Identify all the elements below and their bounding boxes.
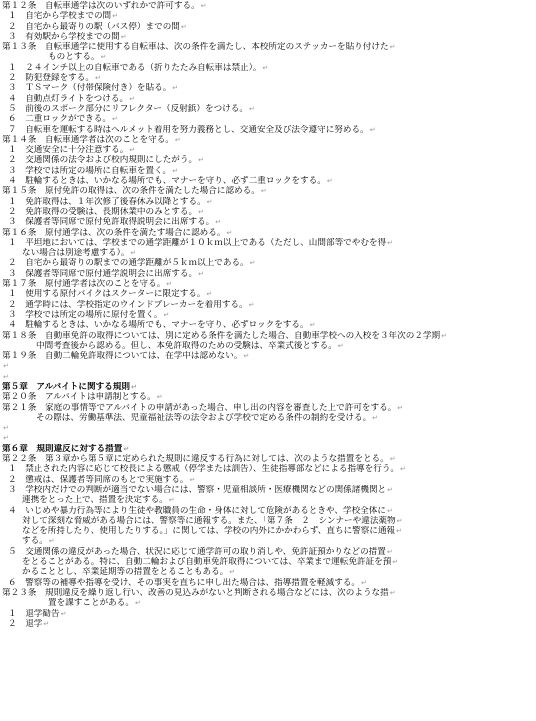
body-line (2, 341, 532, 351)
body-line (2, 567, 532, 577)
paragraph-mark-icon: ↵ (134, 599, 141, 608)
line-text: する。 (22, 536, 48, 547)
blank-line (2, 372, 532, 382)
paragraph-mark-icon: ↵ (248, 104, 255, 113)
body-line (2, 516, 532, 526)
paragraph-mark-icon: ↵ (249, 259, 256, 268)
paragraph-mark-icon: ↵ (387, 485, 394, 494)
line-text: ７ 自転車を運転する時はヘルメット着用を努力義務とし、交通安全及び法令遵守に努める。 (8, 124, 369, 135)
line-text: 第１８条 自動車免許の取得については、別に定める条件を満たした場合、自動車学校への入校を３年次の２学期 (2, 330, 441, 341)
paragraph-mark-icon: ↵ (229, 568, 236, 577)
paragraph-mark-icon: ↵ (123, 444, 130, 453)
line-text: １ 自宅から学校までの間 (8, 11, 112, 22)
body-line (2, 557, 532, 567)
paragraph-mark-icon: ↵ (3, 372, 9, 381)
paragraph-mark-icon: ↵ (166, 280, 173, 289)
paragraph-mark-icon: ↵ (262, 63, 269, 72)
line-text: ５ 前後のスポーク部分にリフレクター（反射鋲）をつける。 (8, 103, 248, 114)
line-text: ものとする。 (48, 52, 100, 63)
paragraph-mark-icon: ↵ (172, 84, 179, 93)
body-line (2, 413, 532, 423)
body-line (2, 598, 532, 608)
article-line (2, 42, 532, 52)
line-text: 第１２条 自転車通学は次のいずれかで許可する。 (2, 1, 200, 11)
body-line (2, 248, 532, 258)
body-line (2, 238, 532, 248)
body-line (2, 32, 532, 42)
body-line (2, 83, 532, 93)
paragraph-mark-icon: ↵ (189, 475, 196, 484)
line-text: ３ 保護者等同席で原付通学説明会に出席する。 (8, 268, 198, 279)
chapter-heading (2, 382, 532, 392)
paragraph-mark-icon: ↵ (168, 496, 175, 505)
line-text: ４ 駐輪するときは、いかなる場所でも、マナーを守り、必ずロックをする。 (8, 320, 309, 331)
line-text: ２ 退学 (8, 618, 43, 629)
paragraph-mark-icon: ↵ (200, 2, 207, 10)
paragraph-mark-icon: ↵ (129, 146, 136, 155)
paragraph-mark-icon: ↵ (326, 177, 333, 186)
paragraph-mark-icon: ↵ (397, 403, 404, 412)
body-line (2, 11, 532, 21)
line-text: ３ 学校では所定の場所に自転車を置く。 (8, 165, 172, 176)
body-line (2, 578, 532, 588)
article-line (2, 351, 532, 361)
line-text: ２ 懲戒は、保護者等同席のもとで実施する。 (8, 474, 189, 485)
line-text: １ ２４インチ以上の自転車である（折りたたみ自転車は禁止）。 (8, 62, 262, 73)
line-text: ６ 二重ロックができる。 (8, 114, 111, 125)
article-line (2, 1, 532, 11)
paragraph-mark-icon: ↵ (386, 506, 393, 515)
body-line (2, 114, 532, 124)
line-text: かることとし、卒業延期等の措置をとることもある。 (22, 567, 229, 578)
paragraph-mark-icon: ↵ (361, 578, 367, 587)
line-text: 第１５条 原付免許の取得は、次の条件を満たした場合に認める。 (2, 186, 260, 197)
body-line (2, 536, 532, 546)
body-line (2, 289, 532, 299)
body-line (2, 94, 532, 104)
body-line (2, 73, 532, 83)
paragraph-mark-icon: ↵ (60, 609, 67, 618)
paragraph-mark-icon: ↵ (172, 166, 178, 175)
body-line (2, 125, 532, 135)
line-text: 第２３条 規則違反を繰り返し行い、改善の見込みがないと判断される場合などには、次のような措 (2, 587, 389, 598)
line-text: をとることがある。特に、自動二輪および自動車免許取得については、卒業まで運転免許証を預 (22, 557, 392, 568)
body-line (2, 475, 532, 485)
line-text: ２ 免許取得の受験は、長期休業中のみとする。 (8, 206, 198, 217)
paragraph-mark-icon: ↵ (48, 537, 55, 546)
line-text: 第１３条 自転車通学に使用する自転車は、次の条件を満たし、本校所定のステッカーを貼り付けた (2, 42, 389, 53)
line-text: １ 使用する原付バイクはスクーターに限定する。 (8, 289, 206, 300)
paragraph-mark-icon: ↵ (392, 558, 399, 567)
line-text: 第１９条 自動二輪免許取得については、在学中は認めない。 (2, 351, 243, 362)
line-text: 第５章 アルバイトに関する規則 (2, 381, 130, 392)
paragraph-mark-icon: ↵ (3, 362, 9, 371)
paragraph-mark-icon: ↵ (396, 527, 403, 536)
line-text: １ 退学勧告 (8, 608, 60, 619)
body-line (2, 609, 532, 619)
line-text: 第２０条 アルバイトは申請制とする。 (2, 392, 156, 403)
line-text: ６ 警察等の補導や指導を受け、その事実を直ちに申し出た場合は、指導措置を軽減する。 (8, 577, 361, 588)
paragraph-mark-icon: ↵ (400, 465, 406, 474)
paragraph-mark-icon: ↵ (3, 424, 9, 433)
body-line (2, 166, 532, 176)
paragraph-mark-icon: ↵ (120, 32, 127, 41)
line-text: １ 禁止された内容に応じて校長による懲戒（停学または訓告）、生徒指導部などによる指導を行う。 (8, 464, 400, 475)
line-text: ２ 交通関係の法令および校内規則にしたがう。 (8, 155, 198, 166)
body-line (2, 300, 532, 310)
paragraph-mark-icon: ↵ (163, 310, 170, 319)
line-text: ２ 自宅から最寄りの駅までの通学距離が５ｋｍ以上である。 (8, 258, 249, 269)
body-line (2, 197, 532, 207)
paragraph-mark-icon: ↵ (100, 53, 107, 62)
blank-line (2, 361, 532, 371)
paragraph-mark-icon: ↵ (111, 115, 118, 124)
body-line (2, 269, 532, 279)
line-text: ５ 交通関係の違反があった場合、状況に応じて通学許可の取り消しや、免許証預かりなどの措置 (8, 546, 386, 557)
paragraph-mark-icon: ↵ (386, 547, 393, 556)
line-text: 中間考査後から認める。但し、本免許取得のための受験は、卒業式後とする。 (36, 340, 337, 351)
body-line (2, 619, 532, 629)
body-line (2, 52, 532, 62)
line-text: ２ 通学時には、学校指定のウインドブレーカーを着用する。 (8, 299, 248, 310)
article-line (2, 454, 532, 464)
article-line (2, 186, 532, 196)
body-line (2, 63, 532, 73)
body-line (2, 320, 532, 330)
paragraph-mark-icon: ↵ (260, 187, 267, 196)
line-text: ３ 保護者等同席で原付免許取得説明会に出席する。 (8, 217, 215, 228)
line-text: ３ 有効駅から学校までの間 (8, 31, 120, 42)
line-text: ２ 防犯登録をする。 (8, 73, 94, 84)
paragraph-mark-icon: ↵ (180, 22, 187, 31)
line-text: 対して深刻な脅威がある場合には、警察等に通報する。また、「第７条 ２ シンナーや違法薬物 (22, 515, 396, 526)
paragraph-mark-icon: ↵ (387, 238, 394, 247)
line-text: １ 交通安全に十分注意する。 (8, 145, 129, 156)
blank-line (2, 433, 532, 443)
line-text: 第１４条 自転車通学者は次のことを守る。 (2, 134, 174, 145)
body-line (2, 506, 532, 516)
line-text: ４ 駐輪するときは、いかなる場所でも、マナーを守り、必ず二重ロックをする。 (8, 176, 326, 187)
paragraph-mark-icon: ↵ (3, 434, 9, 443)
body-line (2, 176, 532, 186)
paragraph-mark-icon: ↵ (129, 94, 135, 103)
line-text: ３ ＴＳマーク（付帯保険付き）を貼る。 (8, 83, 172, 94)
body-line (2, 464, 532, 474)
paragraph-mark-icon: ↵ (441, 331, 447, 340)
article-line (2, 331, 532, 341)
body-line (2, 547, 532, 557)
body-line (2, 145, 532, 155)
paragraph-mark-icon: ↵ (309, 321, 316, 330)
paragraph-mark-icon: ↵ (198, 156, 204, 165)
article-line (2, 588, 532, 598)
paragraph-mark-icon: ↵ (248, 300, 255, 309)
paragraph-mark-icon: ↵ (94, 74, 101, 83)
body-line (2, 207, 532, 217)
line-text: ３ 学校では所定の場所に原付を置く。 (8, 309, 163, 320)
paragraph-mark-icon: ↵ (396, 516, 403, 525)
line-text: １ 平坦地においては、学校までの通学距離が１０ｋｍ以上である（ただし、山間部等でやむを得 (8, 237, 387, 248)
article-line (2, 135, 532, 145)
paragraph-mark-icon: ↵ (198, 269, 204, 278)
line-text: 第１７条 原付通学者は次のことを守る。 (2, 279, 166, 290)
paragraph-mark-icon: ↵ (337, 341, 344, 350)
paragraph-mark-icon: ↵ (206, 290, 213, 299)
line-text: 第２１条 家庭の事情等でアルバイトの申請があった場合、申し出の内容を審査した上で許可をする。 (2, 402, 397, 413)
paragraph-mark-icon: ↵ (198, 207, 204, 216)
line-text: ２ 自宅から最寄りの駅（バス停）までの間 (8, 21, 180, 32)
line-text: などを所持したり、使用したりする。」に関しては、学校の内外にかかわらず、直ちに警察に通報 (22, 526, 396, 537)
article-line (2, 403, 532, 413)
paragraph-mark-icon: ↵ (112, 12, 119, 21)
body-line (2, 217, 532, 227)
body-line (2, 310, 532, 320)
body-line (2, 485, 532, 495)
blank-line (2, 423, 532, 433)
body-line (2, 155, 532, 165)
line-text: ４ いじめや暴力行為等により生徒や教職員の生命・身体に対して危険があるときや、学校全体に (8, 505, 386, 516)
paragraph-mark-icon: ↵ (369, 125, 376, 134)
paragraph-mark-icon: ↵ (130, 249, 137, 258)
paragraph-mark-icon: ↵ (215, 218, 222, 227)
body-line (2, 495, 532, 505)
body-line (2, 104, 532, 114)
article-line (2, 279, 532, 289)
paragraph-mark-icon: ↵ (130, 382, 137, 391)
chapter-heading (2, 444, 532, 454)
line-text: その際は、労働基準法、児童福祉法等の法令および学校で定める条件の制約を受ける。 (36, 412, 372, 423)
line-text: ４ 自動点灯ライトをつける。 (8, 93, 129, 104)
line-text: 第２２条 第３章から第５章に定められた規則に違反する行為に対しては、次のような措置をとる。 (2, 454, 389, 465)
paragraph-mark-icon: ↵ (389, 588, 396, 597)
paragraph-mark-icon: ↵ (206, 197, 213, 206)
paragraph-mark-icon: ↵ (372, 413, 379, 422)
paragraph-mark-icon: ↵ (243, 352, 250, 361)
paragraph-mark-icon: ↵ (174, 135, 181, 144)
line-text: 連携をとった上で、措置を決定する。 (22, 495, 168, 506)
article-line (2, 228, 532, 238)
line-text: 第１６条 原付通学は、次の条件を満たす場合に認める。 (2, 227, 226, 238)
paragraph-mark-icon: ↵ (43, 619, 50, 628)
paragraph-mark-icon: ↵ (389, 43, 396, 52)
paragraph-mark-icon: ↵ (389, 455, 396, 464)
body-line (2, 22, 532, 32)
body-line (2, 526, 532, 536)
line-text: ３ 学校内だけでの判断が適当でない場合には、警察・児童相談所・医療機関などの関係諸機関と (8, 484, 387, 495)
body-line (2, 258, 532, 268)
line-text: ない場合は別途考慮する）。 (22, 248, 130, 259)
line-text: １ 免許取得は、１年次修了後春休み以降とする。 (8, 196, 206, 207)
line-text: 第６章 規則違反に対する措置 (2, 443, 123, 454)
paragraph-mark-icon: ↵ (156, 393, 163, 402)
article-line (2, 392, 532, 402)
line-text: 置を課すことがある。 (48, 598, 134, 609)
paragraph-mark-icon: ↵ (226, 228, 233, 237)
